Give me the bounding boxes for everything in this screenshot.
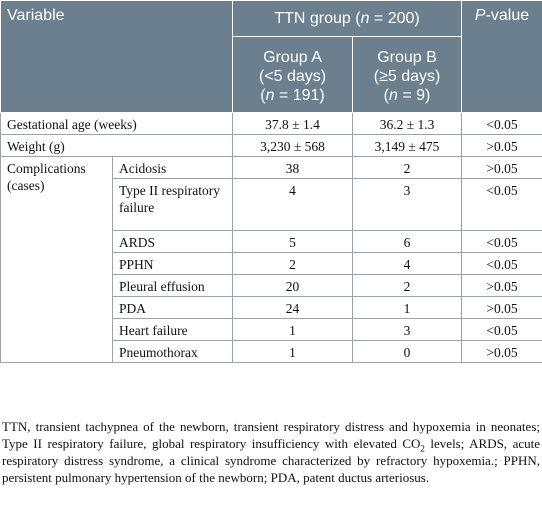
header-group-b: Group B (≥5 days) (n = 9) [353, 37, 462, 113]
cell-group-a: 37.8 ± 1.4 [233, 113, 353, 135]
cell-p-value: >0.05 [462, 297, 542, 319]
cell-group-b: 3,149 ± 475 [353, 135, 462, 157]
cell-group-a: 1 [233, 341, 353, 363]
cell-p-value: <0.05 [462, 253, 542, 275]
row-label: Weight (g) [1, 135, 233, 157]
header-group-a: Group A (<5 days) (n = 191) [233, 37, 353, 113]
header-variable: Variable [1, 1, 233, 113]
cell-p-value: <0.05 [462, 319, 542, 341]
cell-p-value: >0.05 [462, 135, 542, 157]
cell-group-a: 5 [233, 231, 353, 253]
row-label: Pneumothorax [113, 341, 233, 363]
cell-p-value: <0.05 [462, 179, 542, 231]
cell-group-a: 2 [233, 253, 353, 275]
row-label: Pleural effusion [113, 275, 233, 297]
row-label: Gestational age (weeks) [1, 113, 233, 135]
cell-group-b: 1 [353, 297, 462, 319]
cell-group-b: 2 [353, 157, 462, 179]
cell-group-a: 3,230 ± 568 [233, 135, 353, 157]
row-label: Acidosis [113, 157, 233, 179]
cell-group-a: 20 [233, 275, 353, 297]
cell-group-b: 3 [353, 179, 462, 231]
cell-group-a: 38 [233, 157, 353, 179]
complications-label: Complications (cases) [1, 157, 113, 363]
cell-p-value: >0.05 [462, 275, 542, 297]
cell-group-b: 2 [353, 275, 462, 297]
table-row [1, 157, 542, 179]
cell-p-value: <0.05 [462, 113, 542, 135]
cell-group-b: 0 [353, 341, 462, 363]
cell-group-a: 1 [233, 319, 353, 341]
table-header [1, 1, 542, 113]
cell-group-b: 4 [353, 253, 462, 275]
row-label: Heart failure [113, 319, 233, 341]
row-label: Type II respiratory failure [113, 179, 233, 231]
table-row [1, 113, 542, 135]
cell-group-b: 3 [353, 319, 462, 341]
cell-p-value: >0.05 [462, 341, 542, 363]
cell-p-value: >0.05 [462, 157, 542, 179]
table-footnote: TTN, transient tachypnea of the newborn, transient respiratory distress and hypoxemia in neonates; Type II respiratory failure, global respiratory insufficiency with elevated $CO_2$ levels; ARDS, acute respiratory distress syndrome, a clinical syndrome characterized by refractory hypoxemia.; PPHN, persistent pulmonary hypertension of the newborn; PDA, patent ductus arteriosus. [2, 419, 540, 485]
header-p-value: P-value [462, 1, 542, 113]
cell-group-a: 24 [233, 297, 353, 319]
cell-group-a: 4 [233, 179, 353, 231]
row-label: PDA [113, 297, 233, 319]
row-label: PPHN [113, 253, 233, 275]
cell-p-value: <0.05 [462, 231, 542, 253]
table-row [1, 135, 542, 157]
header-ttn-group: TTN group (n = 200) [233, 1, 462, 37]
row-label: ARDS [113, 231, 233, 253]
cell-group-b: 6 [353, 231, 462, 253]
cell-group-b: 36.2 ± 1.3 [353, 113, 462, 135]
table-body [1, 113, 542, 363]
